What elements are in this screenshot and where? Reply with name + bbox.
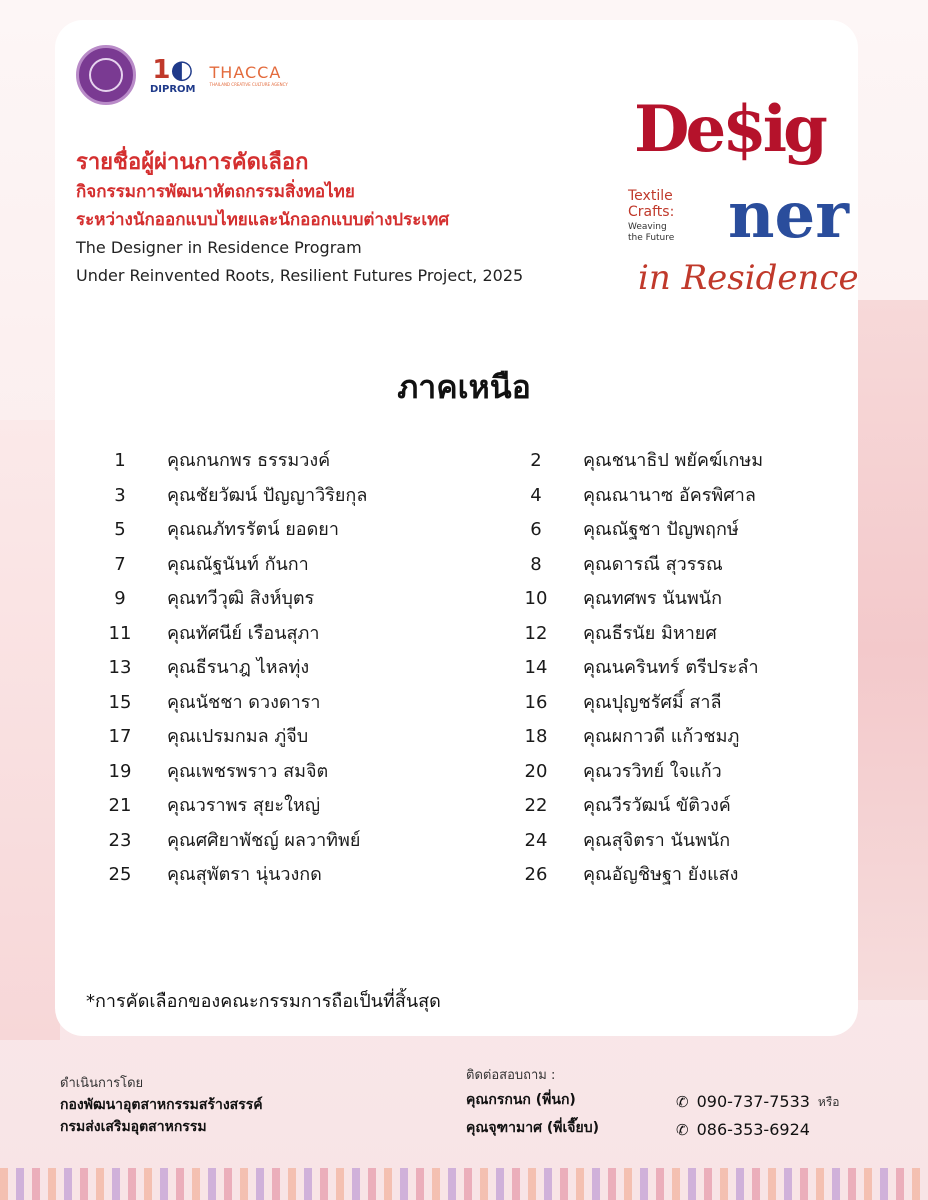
- participant-name: คุณณัฐนันท์ กันกา: [167, 553, 309, 575]
- logo-bar: [76, 44, 288, 106]
- participant-name: คุณชัยวัฒน์ ปัญญาวิริยกุล: [167, 484, 368, 506]
- participant-name: คุณสุพัตรา นุ่นวงกด: [167, 864, 322, 885]
- brand-word-design: De$ig: [634, 92, 824, 167]
- participant-name: คุณณภัทรรัตน์ ยอดยา: [167, 519, 339, 540]
- participant-name: คุณทศพร นันพนัก: [583, 588, 722, 609]
- participant-number: 6: [530, 519, 542, 540]
- participant-number: 22: [524, 795, 548, 816]
- participant-number: 17: [108, 726, 132, 747]
- participant-name: คุณณานาซ อัครพิศาล: [583, 484, 756, 506]
- brand-word-ner: ner: [728, 178, 849, 253]
- phone-icon: ✆: [676, 1121, 689, 1139]
- participant-name: คุณนครินทร์ ตรีประลำ: [583, 657, 759, 678]
- participant-name: คุณนัชชา ดวงดารา: [167, 691, 321, 713]
- footer-contacts: [466, 1066, 599, 1142]
- participant-number: 26: [524, 864, 548, 885]
- participant-number: 3: [114, 484, 126, 506]
- title-thai-line-2: กิจกรรมการพัฒนาหัตถกรรมสิ่งทอไทย: [76, 182, 355, 202]
- title-thai-line-3: ระหว่างนักออกแบบไทยและนักออกแบบต่างประเทศ: [76, 210, 450, 230]
- participant-number: 9: [114, 588, 126, 609]
- participant-name: คุณวรวิทย์ ใจแก้ว: [583, 760, 722, 782]
- participant-number: 25: [108, 864, 132, 885]
- phone-row-1: [676, 1088, 839, 1116]
- organizer-division: กองพัฒนาอุตสาหกรรมสร้างสรรค์: [60, 1097, 263, 1113]
- participant-name: คุณปุญชรัศมิ์ สาลี: [583, 691, 722, 713]
- participant-name: คุณผกาวดี แก้วชมภู: [583, 726, 740, 747]
- ministry-seal-logo: [76, 45, 136, 105]
- title-english-line-2: Under Reinvented Roots, Resilient Futures Project, 2025: [76, 266, 524, 285]
- participant-number: 14: [524, 657, 548, 678]
- region-title: ภาคเหนือ: [397, 368, 531, 406]
- participant-number: 11: [108, 622, 132, 644]
- participant-number: 24: [524, 829, 548, 851]
- title-thai-main: รายชื่อผู้ผ่านการคัดเลือก: [76, 150, 309, 175]
- contact-person-2: คุณจุฑามาศ (พี่เจี๊ยบ): [466, 1120, 599, 1136]
- participant-name: คุณทวีวุฒิ สิงห์บุตร: [167, 588, 315, 609]
- participant-name: คุณเปรมกมล ภู่จีบ: [167, 726, 309, 747]
- textile-pattern-strip: [0, 1168, 928, 1200]
- phone-number-1[interactable]: 090-737-7533: [696, 1092, 810, 1111]
- dipprom-logo: 1◐ DIPROM: [150, 54, 196, 95]
- brand-tagline-sub: Weaving the Future: [628, 222, 675, 243]
- participant-number: 5: [114, 519, 126, 540]
- title-english-line-1: The Designer in Residence Program: [76, 238, 362, 257]
- participant-number: 2: [530, 450, 542, 471]
- brand-residence: in Residence: [638, 258, 859, 298]
- participant-number: 8: [530, 553, 542, 575]
- contact-person-1: คุณกรกนก (พี่นก): [466, 1092, 576, 1108]
- participant-number: 1: [114, 450, 126, 471]
- participant-name: คุณชนาธิป พยัคฆ์เกษม: [583, 450, 764, 471]
- organized-by-label: ดำเนินการโดย: [60, 1076, 144, 1091]
- participant-name: คุณธีรนัย มิหายศ: [583, 622, 717, 644]
- participant-name: คุณศศิยาพัชญ์ ผลวาทิพย์: [167, 829, 361, 851]
- phone-icon: ✆: [676, 1093, 689, 1111]
- selection-note: *การคัดเลือกของคณะกรรมการถือเป็นที่สิ้นสุด: [86, 991, 441, 1012]
- participant-name: คุณเพชรพราว สมจิต: [167, 760, 329, 782]
- participant-number: 19: [108, 760, 132, 782]
- participant-number: 20: [524, 760, 548, 782]
- participant-number: 10: [524, 588, 548, 609]
- participant-name: คุณทัศนีย์ เรือนสุภา: [167, 622, 320, 644]
- decorative-band-left: [0, 420, 60, 1040]
- contact-label: ติดต่อสอบถาม :: [466, 1068, 556, 1083]
- participant-name: คุณวราพร สุยะใหญ่: [167, 795, 321, 816]
- footer-phones: [676, 1088, 839, 1144]
- participant-name: คุณอัญชิษฐา ยังแสง: [583, 864, 739, 885]
- participant-name: คุณกนกพร ธรรมวงค์: [167, 450, 331, 471]
- header-titles: [76, 148, 523, 290]
- participant-number: 16: [524, 691, 548, 713]
- participant-number: 23: [108, 829, 132, 851]
- phone-row-2: [676, 1116, 839, 1144]
- participant-number: 18: [524, 726, 548, 747]
- organizer-department: กรมส่งเสริมอุตสาหกรรม: [60, 1119, 207, 1135]
- participant-name: คุณสุจิตรา นันพนัก: [583, 829, 731, 851]
- participant-name: คุณดารณี สุวรรณ: [583, 553, 723, 575]
- or-label: หรือ: [817, 1095, 840, 1109]
- designer-in-residence-logo: [628, 92, 860, 297]
- participant-number: 7: [114, 553, 126, 575]
- participant-number: 12: [524, 622, 548, 644]
- participant-name: คุณวีรวัฒน์ ขัติวงค์: [583, 795, 731, 816]
- footer-organizer: [60, 1074, 263, 1138]
- thacca-logo: THACCA THAILAND CREATIVE CULTURE AGENCY: [209, 63, 288, 87]
- participant-name: คุณธีรนาฎ ไหลทุ่ง: [167, 657, 310, 678]
- participant-name: คุณณัฐชา ปัญพฤกษ์: [583, 519, 739, 540]
- brand-tagline: Textile Crafts:: [628, 188, 675, 220]
- participant-number: 13: [108, 657, 132, 678]
- participant-number: 21: [108, 795, 132, 816]
- participant-number: 4: [530, 484, 542, 506]
- participant-number: 15: [108, 691, 132, 713]
- phone-number-2[interactable]: 086-353-6924: [696, 1120, 810, 1139]
